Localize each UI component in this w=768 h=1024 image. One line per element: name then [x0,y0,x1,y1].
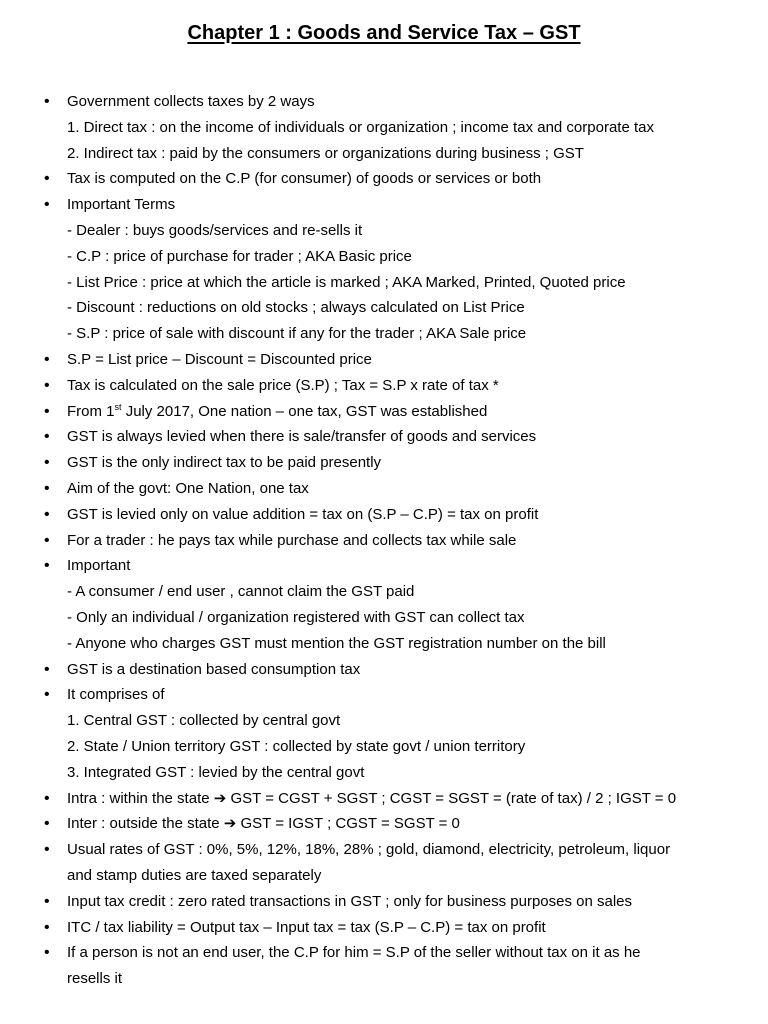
sub-line: - Dealer : buys goods/services and re-sells it [67,221,363,239]
list-item [40,811,728,837]
list-item [40,347,728,373]
list-item [40,399,728,425]
item-text: • Important Terms [67,196,176,214]
date-prefix: From 1 [67,402,115,420]
item-text: • Tax is computed on the C.P (for consumer) of goods or services or both [67,170,542,188]
list-item [40,657,728,683]
list-item [40,450,728,476]
item-text: • S.P = List price – Discount = Discounted price [67,350,372,368]
item-text: • Tax is calculated on the sale price (S.P) ; Tax = S.P x rate of tax * [67,376,499,394]
sub-line: - S.P : price of sale with discount if any for the trader ; AKA Sale price [67,325,527,343]
sub-line: - C.P : price of purchase for trader ; AKA Basic price [67,247,412,265]
item-text: • If a person is not an end user, the C.P for him = S.P of the seller without tax on it as he [67,944,641,962]
list-item [40,786,728,812]
item-text: • It comprises of [67,686,165,704]
item-text: • GST is a destination based consumption tax [67,660,361,678]
item-text: • Usual rates of GST : 0%, 5%, 12%, 18%, 28% ; gold, diamond, electricity, petroleum, liquor [67,841,671,859]
sub-line: 3. Integrated GST : levied by the central govt [67,763,365,781]
arrow-prefix: Intra : within the state [67,789,214,807]
item-text [67,786,728,812]
list-item [40,915,728,941]
list-item [40,476,728,502]
right-arrow-icon: ➔ [213,789,227,807]
list-item [40,889,728,915]
item-text: • GST is levied only on value addition = tax on (S.P – C.P) = tax on profit [67,505,539,523]
item-text: • Input tax credit : zero rated transactions in GST ; only for business purposes on sales [67,892,633,910]
sub-line: - Only an individual / organization registered with GST can collect tax [67,608,525,626]
list-item [40,424,728,450]
list-item [40,940,728,992]
sub-line: 1. Central GST : collected by central govt [67,712,341,730]
sub-line: 2. State / Union territory GST : collected by state govt / union territory [67,737,526,755]
sub-line: - Anyone who charges GST must mention the GST registration number on the bill [67,634,606,652]
item-text: • Important [67,557,131,575]
list-item [40,192,728,347]
item-text: • Aim of the govt: One Nation, one tax [67,479,309,497]
sub-line: - Discount : reductions on old stocks ; always calculated on List Price [67,299,525,317]
sub-line: 1. Direct tax : on the income of individuals or organization ; income tax and corporate tax [67,118,654,136]
list-item [40,502,728,528]
sub-line: 2. Indirect tax : paid by the consumers or organizations during business ; GST [67,144,584,162]
item-text: • GST is the only indirect tax to be paid presently [67,454,382,472]
list-item [40,553,728,656]
arrow-suffix: GST = CGST + SGST ; CGST = SGST = (rate of tax) / 2 ; IGST = 0 [226,789,677,807]
list-item [40,166,728,192]
item-text: • ITC / tax liability = Output tax – Input tax = tax (S.P – C.P) = tax on profit [67,918,546,936]
list-item [40,837,728,889]
list-item [40,373,728,399]
sub-line: - A consumer / end user , cannot claim the GST paid [67,583,415,601]
list-item [40,682,728,785]
list-item [40,528,728,554]
date-suffix: July 2017, One nation – one tax, GST was established [121,402,488,420]
item-text [67,399,728,425]
item-text: • Government collects taxes by 2 ways [67,93,315,110]
list-item [40,89,728,166]
arrow-prefix: Inter : outside the state [67,815,224,833]
item-text: • GST is always levied when there is sale/transfer of goods and services [67,428,537,446]
right-arrow-icon: ➔ [223,815,237,833]
notes-list [40,89,728,992]
wrapped-line: and stamp duties are taxed separately [67,866,322,884]
sub-line: - List Price : price at which the article is marked ; AKA Marked, Printed, Quoted price [67,273,626,291]
item-text [67,811,728,837]
wrapped-line: resells it [67,970,123,988]
page-title: Chapter 1 : Goods and Service Tax – GST [187,22,581,44]
item-text: • For a trader : he pays tax while purchase and collects tax while sale [67,531,517,549]
ordinal-superscript: st [114,401,122,412]
arrow-suffix: GST = IGST ; CGST = SGST = 0 [236,815,460,833]
